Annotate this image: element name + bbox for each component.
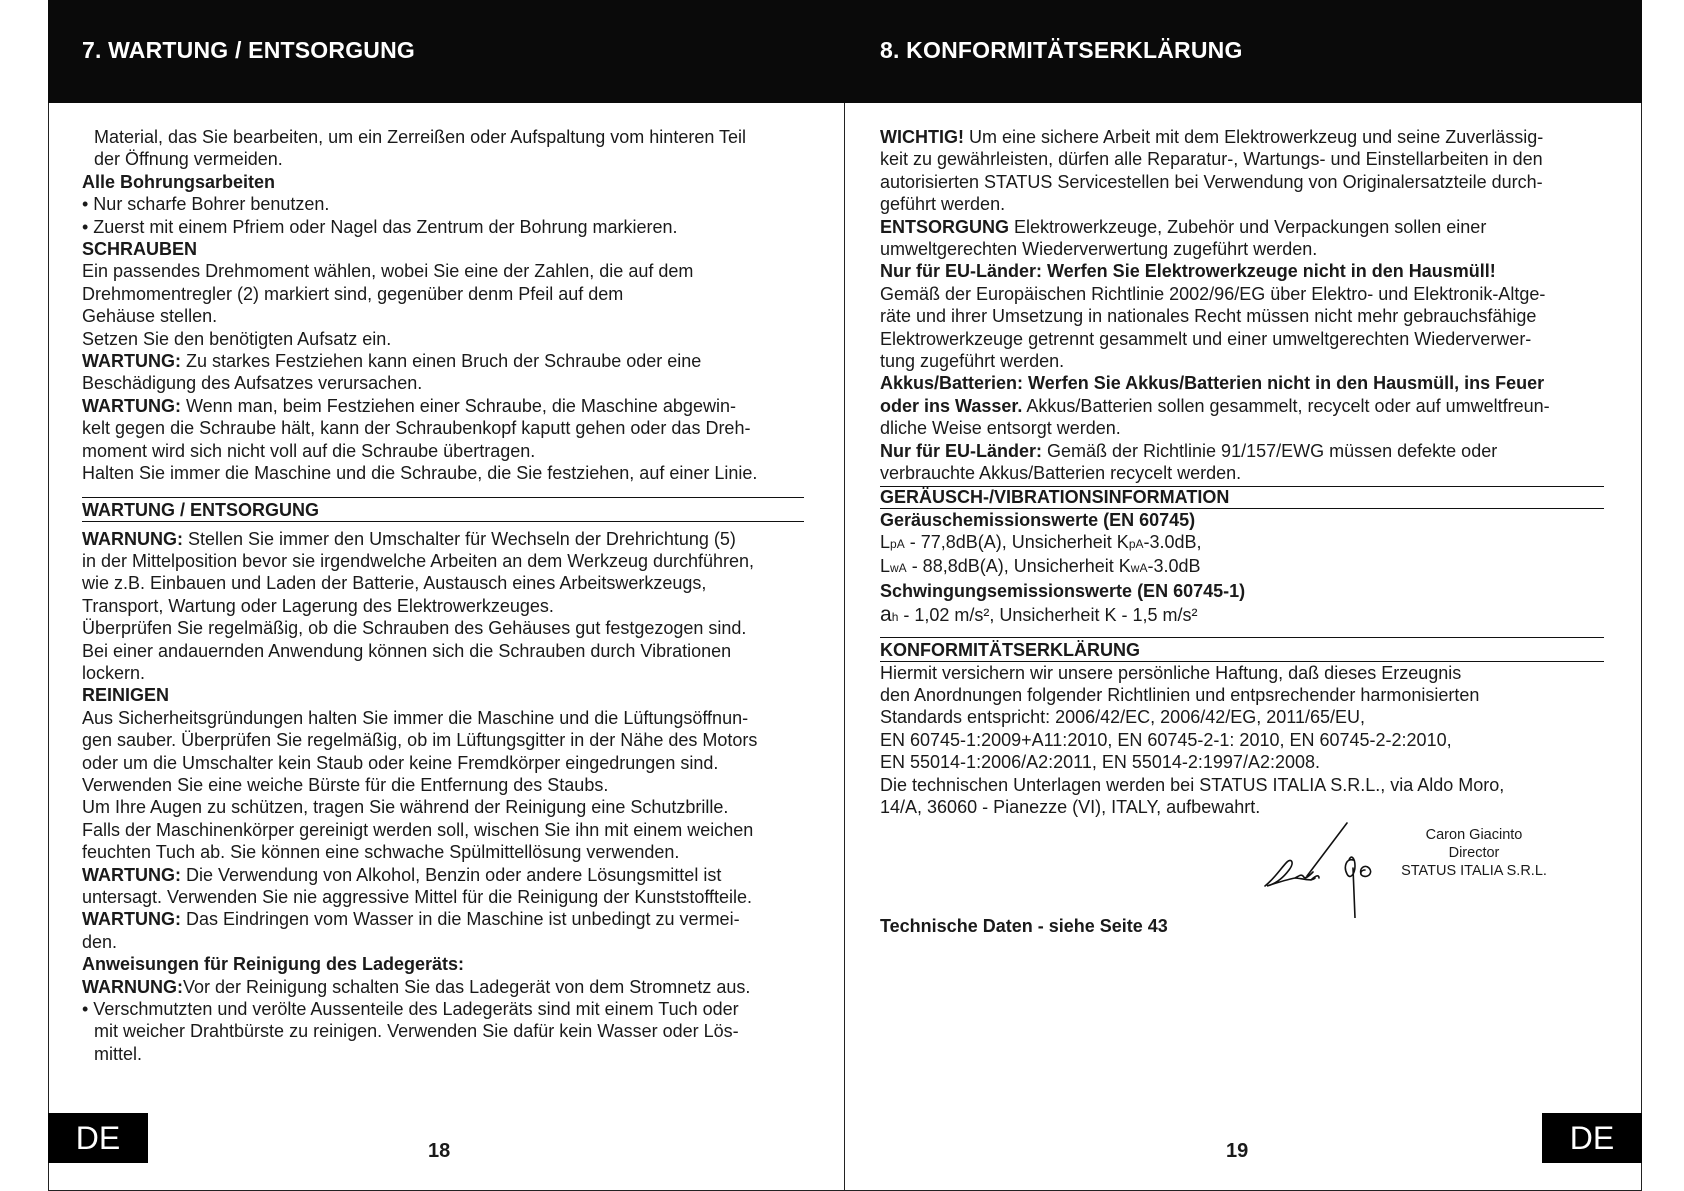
reinigen-line: feuchten Tuch ab. Sie können eine schwache Spülmittellösung verwenden. bbox=[82, 842, 680, 863]
ah-text: - 1,02 m/s², Unsicherheit K - 1,5 m/s² bbox=[898, 605, 1198, 626]
lpa-value bbox=[880, 531, 1632, 555]
lwa-tail: -3.0dB bbox=[1147, 556, 1201, 577]
wichtig-line: autorisierten STATUS Servicestellen bei Verwendung von Originalersatzteile durch- bbox=[880, 171, 1543, 192]
ladegeraet-line: • Verschmutzten und verölte Aussenteile des Ladegeräts sind mit einem Tuch oder bbox=[82, 999, 739, 1020]
reinigen-line: gen sauber. Überprüfen Sie regelmäßig, ob im Lüftungsgitter in der Nähe des Motors bbox=[82, 730, 758, 751]
eu2-text: Gemäß der Richtlinie 91/157/EWG müssen defekte oder bbox=[1042, 440, 1498, 461]
reinigen-line: oder um die Umschalter kein Staub oder keine Fremdkörper eingedrungen sind. bbox=[82, 752, 719, 773]
akkus-bold: oder ins Wasser. bbox=[880, 395, 1023, 416]
schrauben-line: Gehäuse stellen. bbox=[82, 306, 218, 327]
reinigen-heading: REINIGEN bbox=[82, 685, 170, 706]
akkus-note bbox=[880, 395, 1632, 417]
intro-line: Material, das Sie bearbeiten, um ein Zerreißen oder Aufspaltung vom hinteren Teil bbox=[94, 127, 747, 147]
schrauben-line: Drehmomentregler (2) markiert sind, gegenüber denm Pfeil auf dem bbox=[82, 283, 624, 304]
wartung-line: moment wird sich nicht voll auf die Schraube übertragen. bbox=[82, 440, 536, 461]
eu-line: Gemäß der Europäischen Richtlinie 2002/96/EG über Elektro- und Elektronik-Altge- bbox=[880, 283, 1546, 304]
signature-icon bbox=[1255, 818, 1405, 918]
reinigen-line: Aus Sicherheitsgründungen halten Sie immer die Maschine und die Lüftungsöffnun- bbox=[82, 707, 749, 728]
wartung-label: WARTUNG: bbox=[82, 395, 181, 416]
wichtig-note bbox=[880, 126, 1632, 148]
page-number-left: 18 bbox=[428, 1140, 451, 1162]
konf-line: EN 55014-1:2006/A2:2011, EN 55014-2:1997/A2:2008. bbox=[880, 752, 1321, 773]
language-tab-left: DE bbox=[48, 1113, 148, 1163]
akkus-heading: Akkus/Batterien: Werfen Sie Akkus/Batterien nicht in den Hausmüll, ins Feuer bbox=[880, 373, 1545, 394]
reinigen-line: Um Ihre Augen zu schützen, tragen Sie während der Reinigung eine Schutzbrille. bbox=[82, 797, 729, 818]
wartung-text: Die Verwendung von Alkohol, Benzin oder andere Lösungsmittel ist bbox=[180, 864, 722, 885]
lpa-subscript: pA bbox=[890, 536, 905, 551]
akkus-text: Akkus/Batterien sollen gesammelt, recycelt oder auf umweltfreun- bbox=[1022, 395, 1550, 416]
intro-line: der Öffnung vermeiden. bbox=[94, 149, 283, 170]
ladegeraet-line: mittel. bbox=[94, 1043, 143, 1064]
entsorgung-text: Elektrowerkzeuge, Zubehör und Verpackungen sollen einer bbox=[1009, 216, 1487, 237]
bohrung-item: • Zuerst mit einem Pfriem oder Nagel das Zentrum der Bohrung markieren. bbox=[82, 216, 678, 237]
right-page-title: 8. KONFORMITÄTSERKLÄRUNG bbox=[880, 37, 1243, 63]
wartung-line: kelt gegen die Schraube hält, kann der Schraubenkopf kaputt gehen oder das Dreh- bbox=[82, 418, 751, 439]
wartung-note bbox=[82, 350, 842, 372]
wartung-text: Zu starkes Festziehen kann einen Bruch der Schraube oder eine bbox=[180, 351, 702, 372]
left-page-body bbox=[82, 126, 842, 1065]
ah-symbol: a bbox=[880, 603, 892, 627]
right-page-body bbox=[880, 126, 1632, 818]
lpa-k-subscript: pA bbox=[1128, 536, 1144, 551]
wartung-note bbox=[82, 908, 842, 930]
warnung-line: Transport, Wartung oder Lagerung des Elektrowerkzeuges. bbox=[82, 595, 554, 616]
wartung-line: den. bbox=[82, 931, 118, 952]
signature-block bbox=[1384, 826, 1564, 880]
schrauben-heading: SCHRAUBEN bbox=[82, 239, 198, 260]
page-number-right: 19 bbox=[1226, 1140, 1249, 1162]
lwa-k-subscript: wA bbox=[1130, 561, 1148, 576]
wichtig-text: Um eine sichere Arbeit mit dem Elektrowerkzeug und seine Zuverlässig- bbox=[963, 127, 1544, 147]
konf-line: Die technischen Unterlagen werden bei STATUS ITALIA S.R.L., via Aldo Moro, bbox=[880, 774, 1505, 795]
left-page-title: 7. WARTUNG / ENTSORGUNG bbox=[82, 37, 416, 63]
wartung-line: Halten Sie immer die Maschine und die Schraube, die Sie festziehen, auf einer Linie. bbox=[82, 463, 758, 484]
warnung-line: lockern. bbox=[82, 662, 146, 683]
wichtig-label: WICHTIG! bbox=[880, 127, 964, 147]
ah-subscript: h bbox=[891, 610, 899, 625]
language-tab-right: DE bbox=[1542, 1113, 1642, 1163]
lwa-subscript: wA bbox=[890, 561, 907, 576]
schrauben-line: Setzen Sie den benötigten Aufsatz ein. bbox=[82, 328, 392, 349]
wartung-label: WARTUNG: bbox=[82, 351, 181, 372]
ladegeraet-line: mit weicher Drahtbürste zu reinigen. Verwenden Sie dafür kein Wasser oder Lös- bbox=[94, 1021, 739, 1042]
signer-company: STATUS ITALIA S.R.L. bbox=[1401, 863, 1547, 879]
eu2-label: Nur für EU-Länder: bbox=[880, 440, 1042, 461]
warnung-line: in der Mittelposition bevor sie irgendwelche Arbeiten an dem Werkzeug durchführen, bbox=[82, 550, 755, 571]
wartung-line: Beschädigung des Aufsatzes verursachen. bbox=[82, 373, 423, 394]
entsorgung-note bbox=[880, 216, 1632, 238]
warnung-label: WARNUNG: bbox=[82, 976, 183, 997]
lwa-symbol: L bbox=[880, 556, 891, 577]
warnung-text: Stellen Sie immer den Umschalter für Wechseln der Drehrichtung (5) bbox=[183, 528, 736, 549]
schrauben-line: Ein passendes Drehmoment wählen, wobei Sie eine der Zahlen, die auf dem bbox=[82, 261, 694, 282]
warnung-note bbox=[82, 976, 842, 998]
wartung-label: WARTUNG: bbox=[82, 864, 181, 885]
eu2-line: verbrauchte Akkus/Batterien recycelt werden. bbox=[880, 463, 1242, 484]
konf-line: den Anordnungen folgender Richtlinien und entpsrechender harmonisierten bbox=[880, 684, 1480, 705]
wartung-text: Wenn man, beim Festziehen einer Schraube, die Maschine abgewin- bbox=[180, 395, 736, 416]
eu-line: tung zugeführt werden. bbox=[880, 351, 1065, 372]
entsorgung-label: ENTSORGUNG bbox=[880, 216, 1010, 237]
eu-heading: Nur für EU-Länder: Werfen Sie Elektrowerkzeuge nicht in den Hausmüll! bbox=[880, 261, 1496, 282]
section-heading-konformitaet: KONFORMITÄTSERKLÄRUNG bbox=[880, 637, 1604, 662]
lpa-text: - 77,8dB(A), Unsicherheit K bbox=[904, 531, 1129, 552]
eu2-note bbox=[880, 440, 1632, 462]
akkus-line: dliche Weise entsorgt werden. bbox=[880, 418, 1121, 439]
section-heading-wartung-entsorgung: WARTUNG / ENTSORGUNG bbox=[82, 497, 804, 522]
reinigen-line: Verwenden Sie eine weiche Bürste für die Entfernung des Staubs. bbox=[82, 774, 609, 795]
lpa-tail: -3.0dB, bbox=[1143, 531, 1202, 552]
bohrung-item: • Nur scharfe Bohrer benutzen. bbox=[82, 194, 330, 215]
wartung-note bbox=[82, 395, 842, 417]
ah-value bbox=[880, 604, 1632, 628]
eu-line: Elektrowerkzeuge getrennt gesammelt und einer umweltgerechten Wiederverwer- bbox=[880, 328, 1532, 349]
lwa-value bbox=[880, 555, 1632, 579]
warnung-note bbox=[82, 528, 842, 550]
wichtig-line: keit zu gewährleisten, dürfen alle Reparatur-, Wartungs- und Einstellarbeiten in den bbox=[880, 149, 1543, 170]
technical-data-reference: Technische Daten - siehe Seite 43 bbox=[880, 916, 1168, 936]
entsorgung-line: umweltgerechten Wiederverwertung zugeführt werden. bbox=[880, 239, 1318, 260]
warnung-line: Überprüfen Sie regelmäßig, ob die Schrauben des Gehäuses gut festgezogen sind. bbox=[82, 618, 747, 639]
signer-title: Director bbox=[1448, 845, 1500, 861]
wartung-note bbox=[82, 864, 842, 886]
warnung-line: Bei einer andauernden Anwendung können sich die Schrauben durch Vibrationen bbox=[82, 640, 732, 661]
konf-line: 14/A, 36060 - Pianezze (VI), ITALY, aufbewahrt. bbox=[880, 796, 1261, 817]
wartung-label: WARTUNG: bbox=[82, 909, 181, 930]
lwa-text: - 88,8dB(A), Unsicherheit K bbox=[906, 556, 1131, 577]
wartung-line: untersagt. Verwenden Sie nie aggressive Mittel für die Reinigung der Kunststoffteile. bbox=[82, 887, 753, 907]
wichtig-line: geführt werden. bbox=[880, 194, 1006, 215]
section-heading-geraeusch: GERÄUSCH-/VIBRATIONSINFORMATION bbox=[880, 486, 1604, 509]
eu-line: räte und ihrer Umsetzung in nationales Recht müssen nicht mehr gebrauchsfähige bbox=[880, 306, 1537, 327]
lpa-symbol: L bbox=[880, 531, 891, 552]
wartung-text: Das Eindringen vom Wasser in die Maschine ist unbedingt zu vermei- bbox=[180, 909, 740, 930]
noise-subheading: Geräuschemissionswerte (EN 60745) bbox=[880, 509, 1196, 530]
konf-line: Hiermit versichern wir unsere persönliche Haftung, daß dieses Erzeugnis bbox=[880, 662, 1462, 683]
konf-line: EN 60745-1:2009+A11:2010, EN 60745-2-1: 2010, EN 60745-2-2:2010, bbox=[880, 729, 1452, 750]
vibration-subheading: Schwingungsemissionswerte (EN 60745-1) bbox=[880, 580, 1246, 601]
reinigen-line: Falls der Maschinenkörper gereinigt werden soll, wischen Sie ihn mit einem weichen bbox=[82, 819, 754, 840]
bohrung-heading: Alle Bohrungsarbeiten bbox=[82, 171, 276, 192]
signer-name: Caron Giacinto bbox=[1425, 827, 1523, 843]
ladegeraet-heading: Anweisungen für Reinigung des Ladegeräts: bbox=[82, 954, 465, 975]
warnung-line: wie z.B. Einbauen und Laden der Batterie, Austausch eines Arbeitswerkzeugs, bbox=[82, 573, 707, 594]
warnung-label: WARNUNG: bbox=[82, 528, 183, 549]
warnung-text: Vor der Reinigung schalten Sie das Ladegerät von dem Stromnetz aus. bbox=[183, 976, 751, 997]
konf-line: Standards entspricht: 2006/42/EC, 2006/42/EG, 2011/65/EU, bbox=[880, 707, 1365, 728]
